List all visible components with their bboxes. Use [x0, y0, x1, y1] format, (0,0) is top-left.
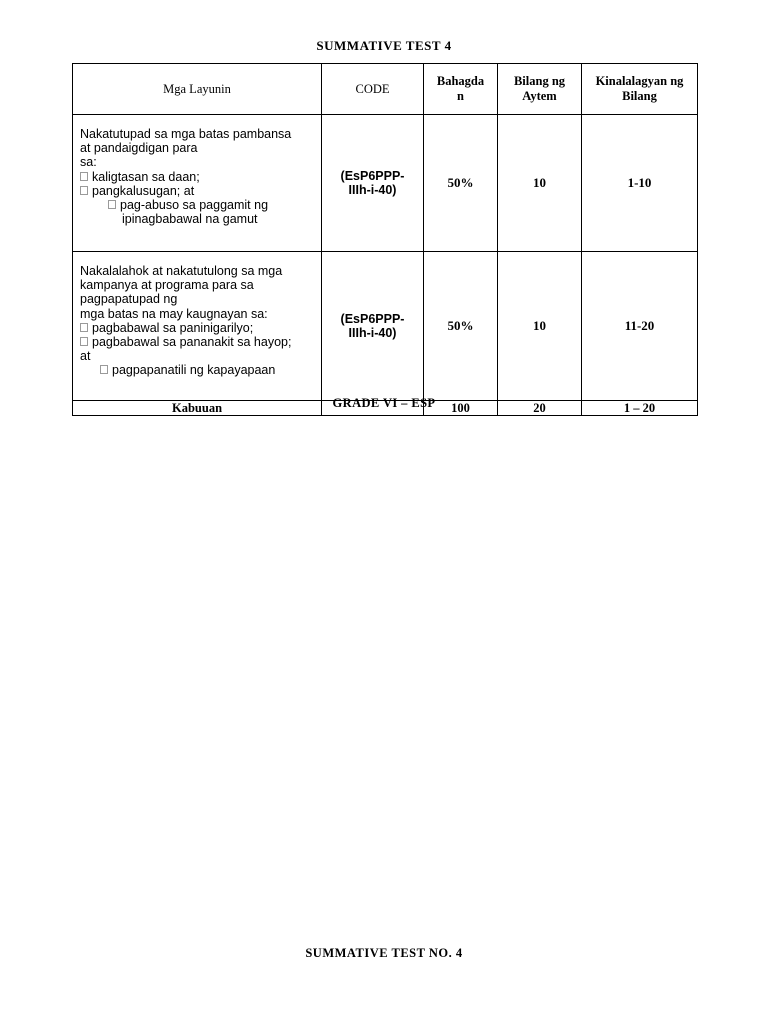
bilang-cell: 10	[498, 252, 582, 401]
objective-bullet-item	[80, 335, 315, 349]
objective-text: Nakalalahok at nakatutulong sa mga	[80, 264, 283, 278]
objective-cell	[73, 115, 322, 252]
objective-text: at	[80, 349, 91, 364]
objective-bullet-text: pangkalusugan; at	[92, 183, 195, 198]
code-line2: IIIh-i-40)	[348, 326, 397, 340]
header-bahagdan-line2: n	[457, 89, 464, 103]
code-line1: (EsP6PPP-	[340, 169, 405, 183]
objective-text: at pandaigdigan para	[80, 141, 198, 156]
objective-bullet-item	[80, 321, 315, 335]
header-layunin: Mga Layunin	[73, 64, 322, 115]
table-row	[73, 252, 698, 401]
objective-bullet-item	[80, 363, 315, 377]
checkbox-bullet-icon	[80, 172, 88, 181]
footer-title: SUMMATIVE TEST NO. 4	[305, 946, 463, 960]
objective-text: pagpapatupad ng	[80, 292, 178, 307]
bahagdan-cell: 50%	[424, 252, 498, 401]
header-kinalalagyan-line1: Kinalalagyan ng	[595, 74, 684, 88]
code-cell	[322, 252, 424, 401]
code-line1: (EsP6PPP-	[340, 312, 405, 326]
objective-text: mga batas na may kaugnayan sa:	[80, 306, 268, 321]
checkbox-bullet-icon	[80, 186, 88, 195]
objective-bullet-text: pagpapanatili ng kapayapaan	[112, 363, 276, 378]
objective-bullet-text: pag-abuso sa paggamit ng	[120, 198, 269, 213]
total-bahagdan: 100	[424, 401, 498, 416]
code-cell	[322, 115, 424, 252]
objective-text: sa:	[80, 155, 97, 170]
objective-text: ipinagbabawal na gamut	[122, 212, 258, 227]
bahagdan-cell: 50%	[424, 115, 498, 252]
objective-cell	[73, 252, 322, 401]
table-row	[73, 115, 698, 252]
objective-bullet-text: pagbabawal sa pananakit sa hayop;	[92, 335, 292, 350]
objective-bullet-item	[80, 170, 315, 184]
objective-text: kampanya at programa para sa	[80, 278, 254, 293]
table-header-row	[73, 64, 698, 115]
kinalalagyan-cell: 11-20	[582, 252, 698, 401]
checkbox-bullet-icon	[80, 323, 88, 332]
bilang-cell: 10	[498, 115, 582, 252]
code-line2: IIIh-i-40)	[348, 183, 397, 197]
header-bahagdan	[424, 64, 498, 115]
total-label: Kabuuan	[73, 401, 322, 416]
objective-bullet-item	[80, 184, 315, 198]
header-kinalalagyan-line2: Bilang	[622, 89, 657, 103]
header-bilang	[498, 64, 582, 115]
objective-bullet-item	[80, 198, 315, 212]
kinalalagyan-cell: 1-10	[582, 115, 698, 252]
header-bilang-line1: Bilang ng	[513, 74, 566, 88]
checkbox-bullet-icon	[100, 365, 108, 374]
specification-table	[72, 63, 698, 416]
total-bilang: 20	[498, 401, 582, 416]
checkbox-bullet-icon	[108, 200, 116, 209]
objective-text: Nakatutupad sa mga batas pambansa	[80, 127, 292, 141]
objective-bullet-text: pagbabawal sa paninigarilyo;	[92, 320, 254, 335]
header-bilang-line2: Aytem	[522, 89, 557, 103]
grade-subtitle: GRADE VI – ESP	[332, 396, 436, 410]
total-kinalalagyan: 1 – 20	[582, 401, 698, 416]
checkbox-bullet-icon	[80, 337, 88, 346]
objective-bullet-text: kaligtasan sa daan;	[92, 169, 200, 184]
header-code: CODE	[322, 64, 424, 115]
page-title: SUMMATIVE TEST 4	[316, 38, 452, 53]
header-kinalalagyan	[582, 64, 698, 115]
header-bahagdan-line1: Bahagda	[436, 74, 485, 88]
